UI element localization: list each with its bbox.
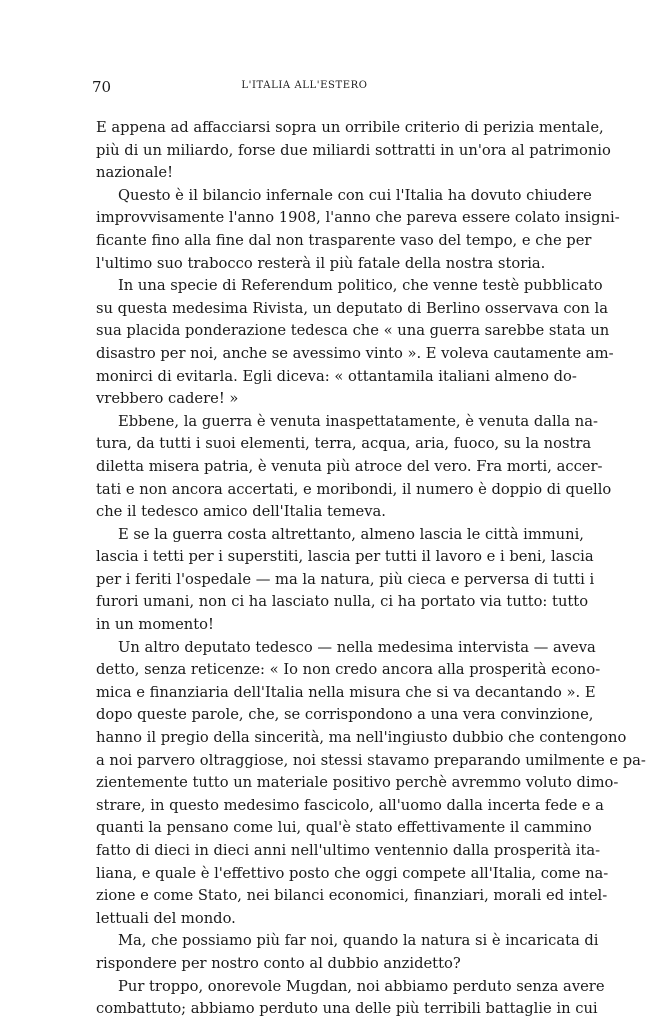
text-line: in un momento! [96, 616, 214, 634]
text-line: mica e finanziaria dell'Italia nella misura che si va decantando ». E [96, 683, 596, 701]
text-line: In una specie di Referendum politico, che venne testè pubblicato [118, 277, 603, 295]
text-line: zione e come Stato, nei bilanci economici, finanziari, morali ed intel- [96, 887, 608, 905]
text-line: rispondere per nostro conto al dubbio anzidetto? [96, 954, 461, 972]
text-line: fatto di dieci in dieci anni nell'ultimo ventennio dalla prosperità ita- [96, 842, 601, 859]
text-line: Pur troppo, onorevole Mugdan, noi abbiamo perduto senza avere [118, 977, 605, 995]
text-line: Questo è il bilancio infernale con cui l'Italia ha dovuto chiudere [118, 186, 592, 204]
text-line: ficante fino alla fine dal non trasparente vaso del tempo, e che per [96, 231, 592, 249]
text-line: monirci di evitarla. Egli diceva: « ottantamila italiani almeno do- [96, 367, 577, 385]
text-line: tura, da tutti i suoi elementi, terra, acqua, aria, fuoco, su la nostra [96, 435, 592, 453]
text-line: Un altro deputato tedesco — nella medesima intervista — aveva [118, 638, 596, 656]
text-line: a noi parvero oltraggiose, noi stessi stavamo preparando umilmente e pa- [96, 751, 646, 769]
text-line: E appena ad affacciarsi sopra un orribile criterio di perizia mentale, [96, 119, 604, 136]
text-line: sua placida ponderazione tedesca che « una guerra sarebbe stata un [96, 322, 610, 340]
text-line: improvvisamente l'anno 1908, l'anno che pareva essere colato insigni- [96, 209, 620, 227]
text-line: più di un miliardo, forse due miliardi sottratti in un'ora al patrimonio [96, 141, 611, 159]
text-line: tati e non ancora accertati, e moribondi, il numero è doppio di quello [96, 480, 612, 498]
text-line: disastro per noi, anche se avessimo vinto ». E voleva cautamente am- [96, 344, 614, 362]
text-line: Ebbene, la guerra è venuta inaspettatamente, è venuta dalla na- [118, 412, 598, 430]
text-line: l'ultimo suo trabocco resterà il più fatale della nostra storia. [96, 254, 546, 272]
text-line: dopo queste parole, che, se corrispondono a una vera convinzione, [96, 706, 594, 724]
text-line: detto, senza reticenze: « Io non credo ancora alla prosperità econo- [96, 661, 601, 679]
page-number: 70 [92, 78, 112, 96]
text-line: che il tedesco amico dell'Italia temeva. [96, 503, 386, 521]
text-line: diletta misera patria, è venuta più atroce del vero. Fra morti, accer- [96, 457, 603, 475]
text-line: combattuto; abbiamo perduto una delle più terribili battaglie in cui [96, 1000, 598, 1018]
text-line: furori umani, non ci ha lasciato nulla, ci ha portato via tutto: tutto [96, 593, 589, 611]
text-line: liana, e quale è l'effettivo posto che oggi compete all'Italia, come na- [96, 864, 609, 882]
running-title: L'ITALIA ALL'ESTERO [241, 80, 368, 91]
text-line: hanno il pregio della sincerità, ma nell'ingiusto dubbio che contengono [96, 729, 627, 747]
text-line: strare, in questo medesimo fascicolo, all'uomo dalla incerta fede e a [96, 796, 604, 814]
text-line: E se la guerra costa altrettanto, almeno lascia le città immuni, [118, 525, 584, 543]
text-line: su questa medesima Rivista, un deputato di Berlino osservava con la [96, 299, 608, 317]
text-line: zientemente tutto un materiale positivo perchè avremmo voluto dimo- [96, 774, 619, 792]
text-line: lettuali del mondo. [96, 909, 236, 927]
body-text [96, 117, 646, 1021]
text-line: per i feriti l'ospedale — ma la natura, più cieca e perversa di tutti i [96, 570, 595, 588]
text-line: Ma, che possiamo più far noi, quando la natura si è incaricata di [118, 932, 599, 950]
page-header [0, 78, 609, 98]
text-line: quanti la pensano come lui, qual'è stato effettivamente il cammino [96, 819, 592, 837]
text-line: lascia i tetti per i superstiti, lascia per tutti il lavoro e i beni, lascia [96, 548, 594, 566]
text-line: nazionale! [96, 164, 174, 182]
text-line: vrebbero cadere! » [96, 390, 239, 408]
